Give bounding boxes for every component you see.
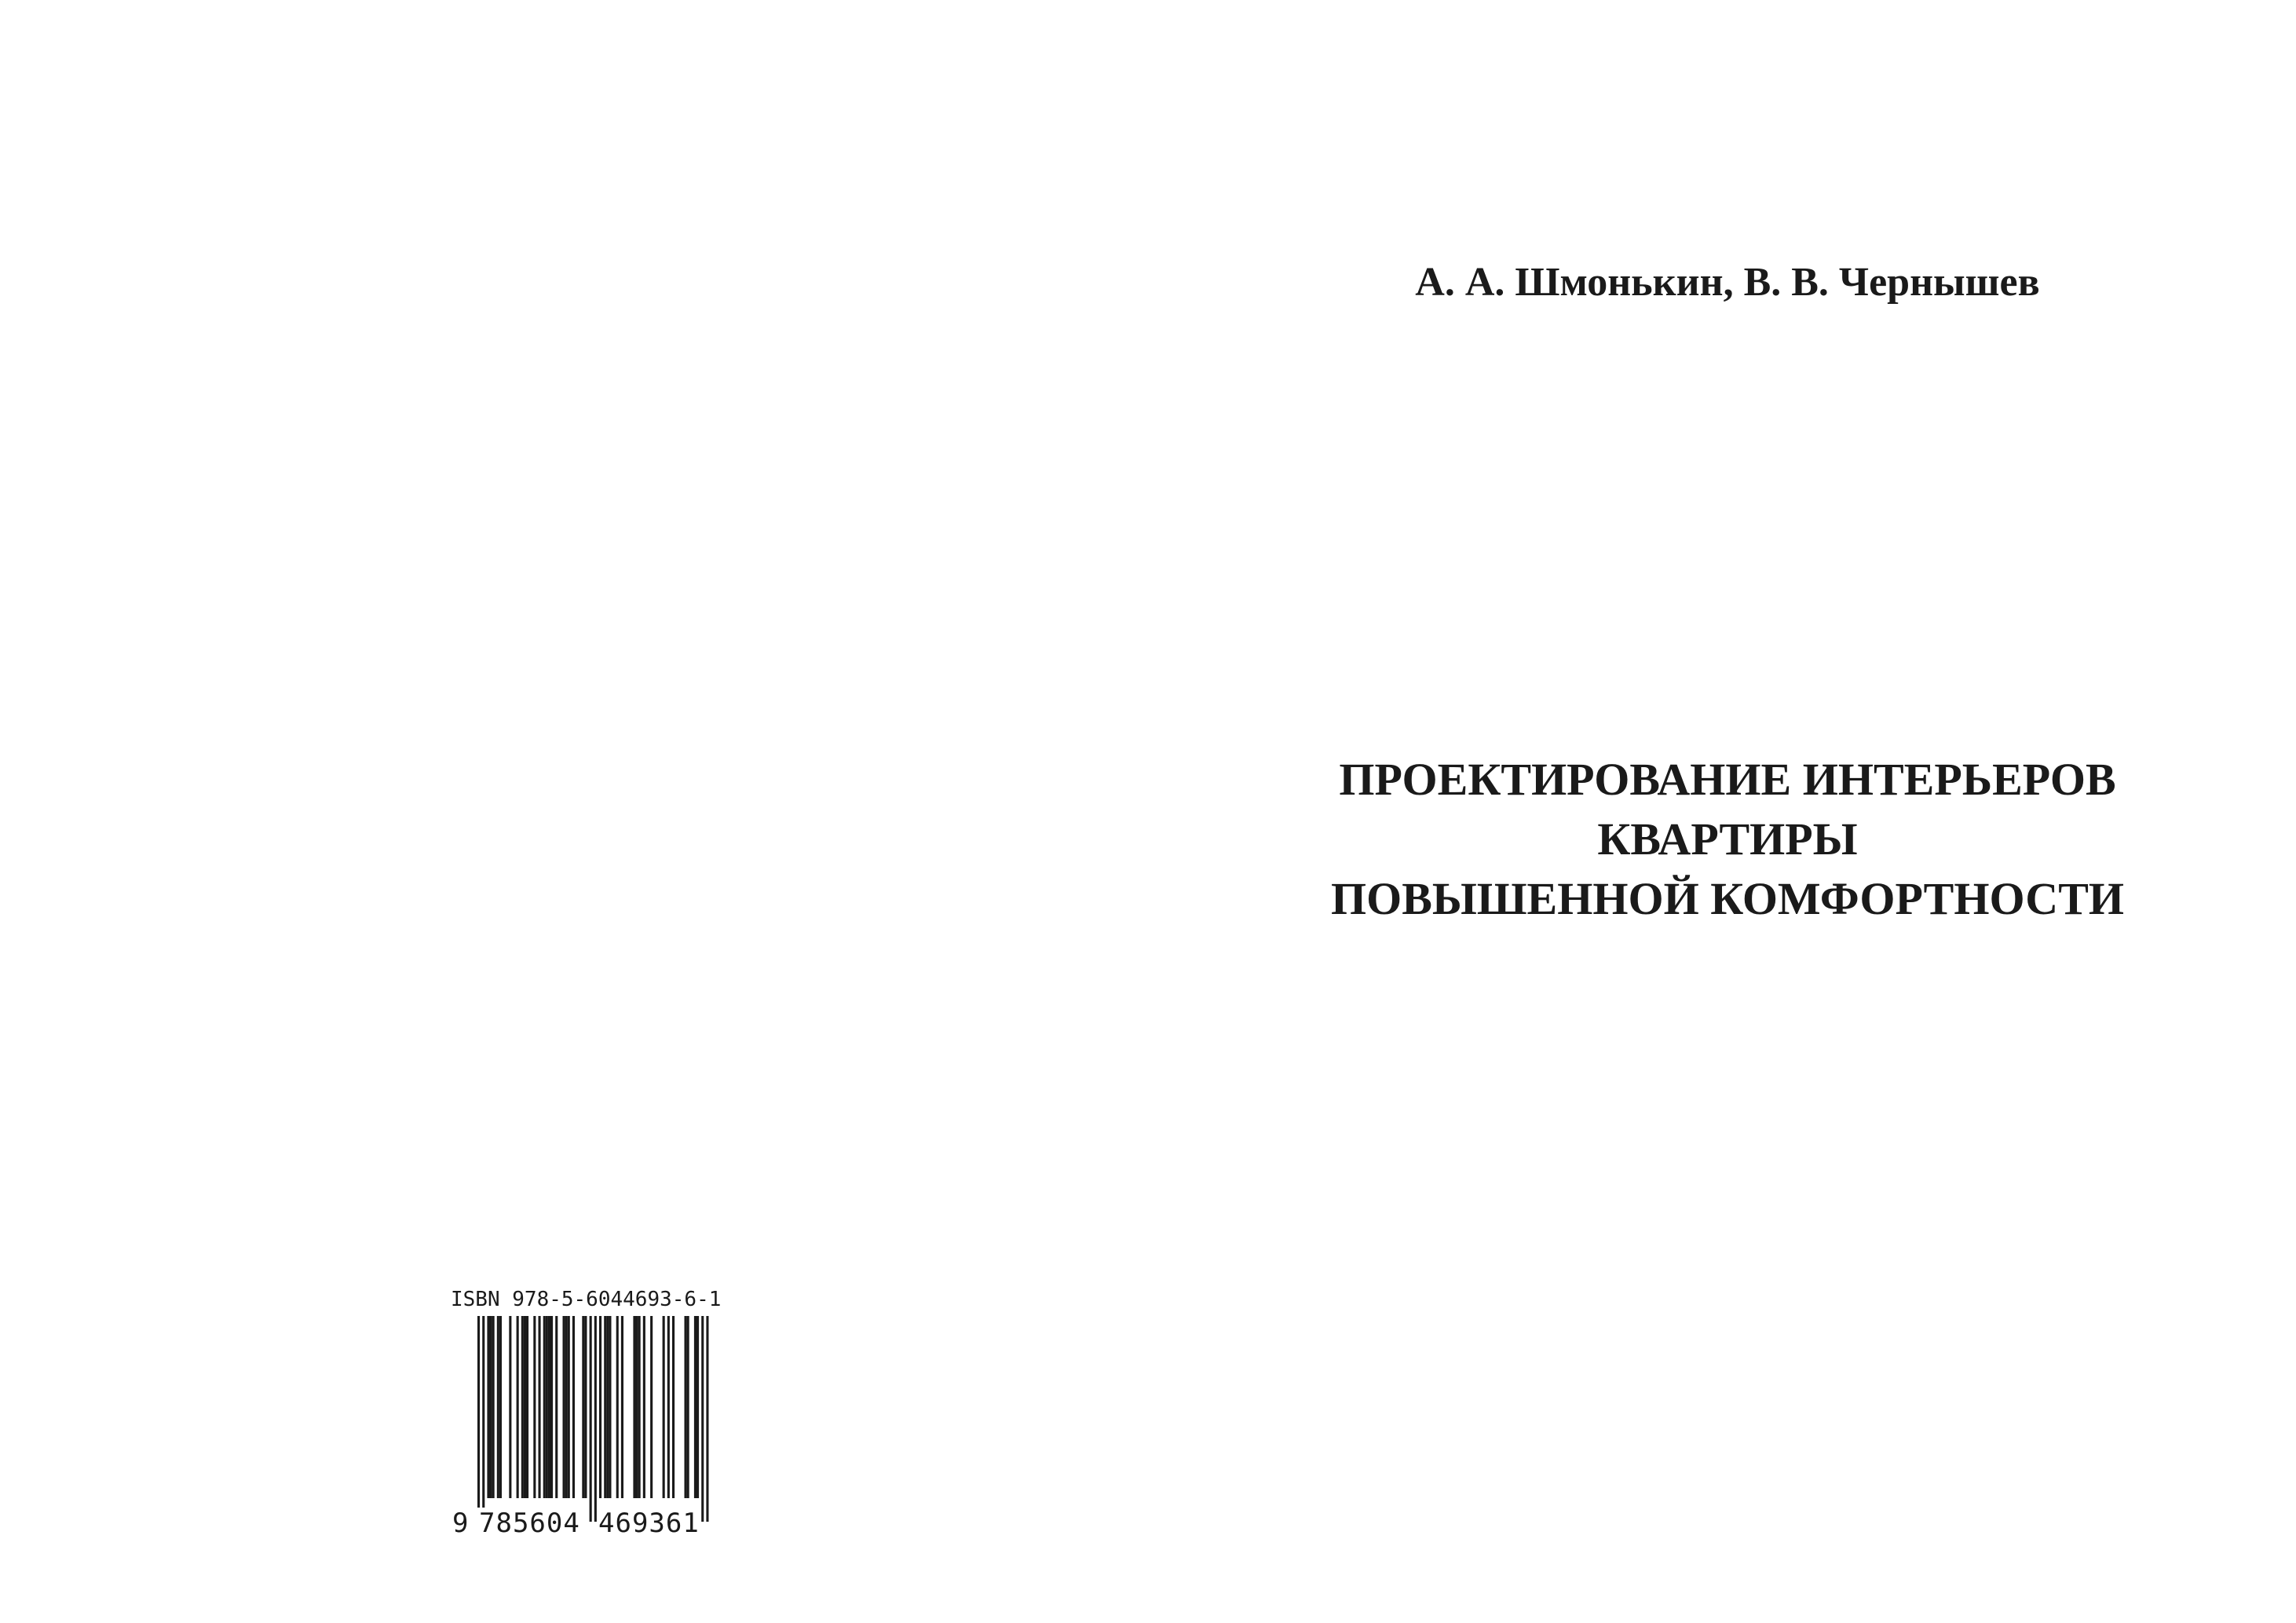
barcode-bar xyxy=(563,1316,565,1498)
barcode-guard-bar xyxy=(477,1316,480,1522)
barcode-bar xyxy=(490,1316,492,1498)
barcode-bar xyxy=(687,1316,689,1498)
barcode-guard-bar xyxy=(594,1316,597,1522)
barcode-bar xyxy=(548,1316,550,1498)
barcode-bar xyxy=(696,1316,699,1498)
barcode-icon xyxy=(451,1316,733,1522)
barcode-bar xyxy=(517,1316,519,1498)
barcode-bar xyxy=(599,1316,601,1498)
barcode-guard-bar xyxy=(590,1316,592,1522)
barcode-digits-right: 469361 xyxy=(598,1508,700,1539)
isbn-barcode-block xyxy=(451,1288,733,1539)
barcode-digit-first: 9 xyxy=(452,1508,469,1539)
barcode-bar xyxy=(550,1316,553,1498)
barcode-guard-bar xyxy=(706,1316,708,1522)
book-title xyxy=(1241,750,2214,929)
barcode-bar xyxy=(650,1316,653,1498)
barcode-bar xyxy=(636,1316,638,1498)
barcode-bar xyxy=(521,1316,524,1498)
barcode-bar xyxy=(492,1316,495,1498)
book-title-line-2: КВАРТИРЫ xyxy=(1597,813,1858,865)
barcode-bar xyxy=(638,1316,641,1498)
barcode-bar xyxy=(685,1316,687,1498)
barcode-bar xyxy=(546,1316,548,1498)
barcode-bar xyxy=(606,1316,609,1498)
barcode-bar xyxy=(543,1316,546,1498)
barcode-bar xyxy=(663,1316,665,1498)
barcode-bar xyxy=(672,1316,675,1498)
barcode-bar xyxy=(572,1316,575,1498)
barcode-bar xyxy=(609,1316,611,1498)
barcode-bar xyxy=(533,1316,536,1498)
barcode-digits-left: 785604 xyxy=(479,1508,580,1539)
barcode-bar xyxy=(633,1316,635,1498)
barcode-bar xyxy=(643,1316,645,1498)
barcode-bar xyxy=(565,1316,568,1498)
barcode-bar xyxy=(524,1316,526,1498)
barcode-guard-bar xyxy=(701,1316,704,1522)
barcode-bar xyxy=(539,1316,541,1498)
barcode-bar xyxy=(509,1316,511,1498)
barcode-bar xyxy=(499,1316,502,1498)
barcode-bar xyxy=(667,1316,670,1498)
barcode-bar xyxy=(621,1316,623,1498)
authors: А. А. Шмонькин, В. В. Чернышев xyxy=(1415,260,2040,305)
barcode-bar xyxy=(604,1316,606,1498)
barcode-bar xyxy=(582,1316,584,1498)
barcode-guard-bar xyxy=(482,1316,484,1522)
barcode-digits xyxy=(451,1508,733,1539)
barcode-bar xyxy=(694,1316,696,1498)
barcode-bar xyxy=(555,1316,558,1498)
barcode-bar xyxy=(568,1316,570,1498)
book-title-line-3: ПОВЫШЕННОЙ КОМФОРТНОСТИ xyxy=(1331,873,2124,924)
book-title-line-1: ПРОЕКТИРОВАНИЕ ИНТЕРЬЕРОВ xyxy=(1339,754,2116,805)
barcode-bar xyxy=(584,1316,587,1498)
barcode-bar xyxy=(616,1316,619,1498)
isbn-label: ISBN 978-5-6044693-6-1 xyxy=(451,1288,722,1311)
barcode-bar xyxy=(497,1316,499,1498)
barcode-bar xyxy=(487,1316,489,1498)
barcode-bar xyxy=(526,1316,528,1498)
